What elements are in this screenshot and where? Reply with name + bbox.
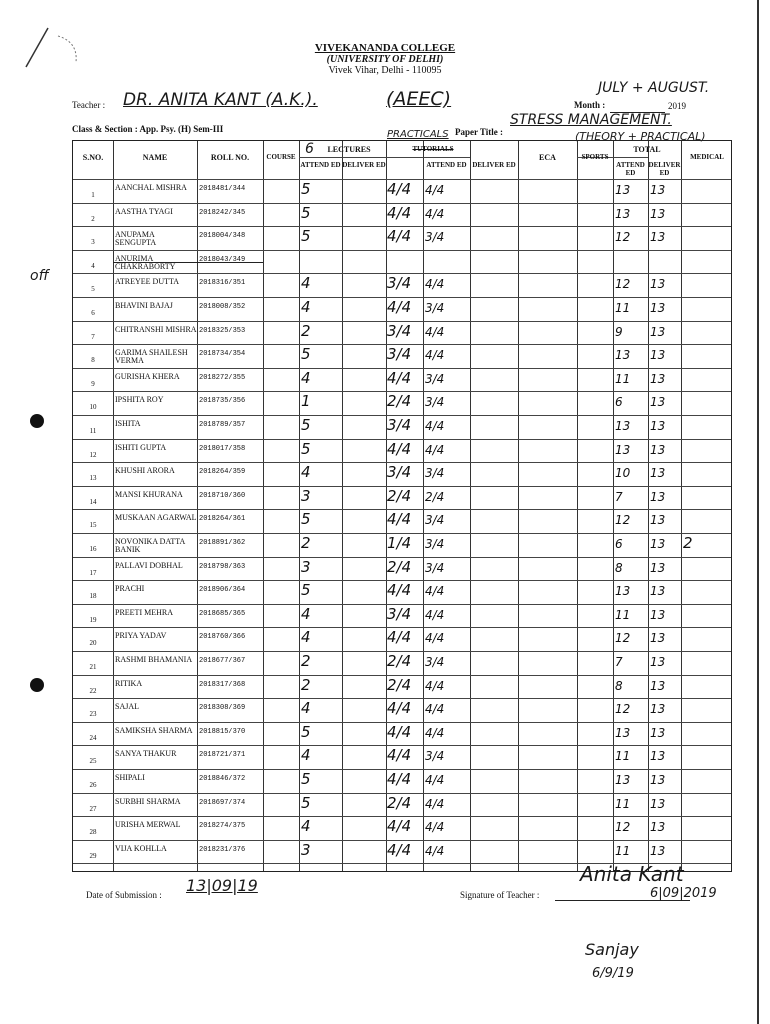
roll-number: 2018231/376 [199, 845, 246, 854]
row-serial: 3 [91, 238, 95, 247]
row-serial: 27 [89, 804, 97, 813]
total-delivered: 13 [650, 820, 666, 835]
roll-number: 2018815/370 [199, 727, 246, 736]
total-delivered: 13 [650, 678, 666, 693]
student-name: ISHITI GUPTA [115, 443, 167, 452]
practical-attended: 2/4 [387, 557, 412, 576]
total-delivered: 13 [650, 371, 666, 386]
row-serial: 21 [89, 663, 97, 671]
practical-delivered: 3/4 [425, 655, 445, 669]
row-serial: 7 [91, 332, 95, 341]
roll-number: 2018481/344 [199, 185, 246, 193]
signature-label: Signature of Teacher : [460, 890, 540, 900]
page-edge [757, 0, 759, 1024]
lecture-attended: 5 [301, 345, 311, 364]
teacher-label: Teacher : [72, 100, 106, 110]
roll-number: 2018685/365 [199, 609, 246, 618]
row-strike [113, 262, 263, 263]
practical-delivered: 4/4 [425, 348, 445, 363]
lecture-attended: 4 [301, 604, 311, 623]
lecture-attended: 5 [301, 180, 311, 198]
practical-attended: 4/4 [387, 368, 412, 387]
lecture-attended: 5 [301, 510, 311, 529]
signature-date: 6|09|2019 [650, 886, 717, 901]
total-delivered: 13 [650, 725, 666, 740]
practical-attended: 1/4 [387, 534, 412, 552]
roll-number: 2018735/356 [199, 397, 246, 406]
total-attended: 11 [615, 607, 631, 622]
student-name: RASHMI BHAMANIA [115, 656, 193, 664]
col-tut-delivered: DELIVER ED [472, 161, 516, 169]
student-name: NOVONIKA DATTA BANIK [115, 538, 185, 554]
practical-attended: 4/4 [387, 203, 412, 222]
practical-attended: 4/4 [387, 746, 412, 765]
lecture-attended: 5 [301, 227, 311, 246]
total-attended: 11 [615, 301, 631, 315]
practical-attended: 4/4 [387, 510, 412, 529]
total-attended: 12 [615, 820, 631, 835]
student-name: SURBHI SHARMA [115, 797, 181, 806]
total-delivered: 13 [650, 324, 666, 339]
col-course: COURSE [266, 153, 296, 161]
total-attended: 7 [615, 489, 623, 504]
student-name: AASTHA TYAGI [115, 207, 173, 216]
practical-attended: 4/4 [387, 581, 412, 600]
student-name: ANURIMA CHAKRABORTY [115, 254, 176, 271]
total-attended: 13 [615, 442, 631, 457]
student-name: PALLAVI DOBHAL [115, 561, 183, 570]
total-delivered: 13 [650, 655, 666, 669]
total-delivered: 13 [650, 183, 666, 197]
lecture-attended: 3 [301, 486, 311, 505]
row-serial: 14 [89, 497, 97, 506]
total-delivered: 13 [650, 489, 666, 504]
punch-hole-icon [30, 678, 44, 692]
row-serial: 11 [89, 427, 97, 435]
punch-hole-icon [30, 414, 44, 428]
student-name: PRACHI [115, 585, 145, 594]
total-delivered: 13 [650, 560, 666, 575]
lecture-attended: 5 [301, 722, 311, 741]
total-attended: 13 [615, 183, 631, 197]
col-tutorials: TUTORIALS [412, 145, 454, 153]
total-attended: 12 [615, 702, 631, 717]
row-serial: 8 [91, 356, 95, 365]
submission-label: Date of Submission : [86, 890, 162, 900]
practical-delivered: 3/4 [425, 395, 445, 410]
practical-delivered: 3/4 [425, 466, 445, 481]
row-serial: 13 [89, 474, 97, 483]
roll-number: 2018734/354 [199, 350, 246, 359]
col-practicals: PRACTICALS [387, 129, 449, 140]
row-serial: 10 [89, 403, 97, 412]
total-delivered: 13 [650, 348, 666, 363]
corner-mark-icon [18, 22, 88, 82]
roll-number: 2018008/352 [199, 303, 246, 311]
total-delivered: 13 [650, 584, 666, 599]
margin-note: off [30, 268, 49, 284]
total-attended: 12 [615, 230, 631, 245]
total-attended: 13 [615, 584, 631, 599]
lecture-attended: 1 [301, 392, 311, 411]
practical-delivered: 4/4 [425, 607, 445, 622]
paper-title-sub: (THEORY + PRACTICAL) [575, 130, 706, 143]
college-name: VIVEKANANDA COLLEGE [314, 42, 456, 54]
practical-attended: 2/4 [387, 392, 412, 411]
total-delivered: 13 [650, 702, 666, 717]
lecture-attended: 4 [301, 699, 311, 718]
month-label: Month : [574, 100, 606, 110]
col-sports: SPORTS [581, 153, 609, 161]
row-serial: 22 [89, 686, 97, 695]
teacher-code: (AEEC) [386, 88, 452, 110]
total-delivered: 13 [650, 749, 666, 764]
row-serial: 4 [91, 261, 95, 270]
practical-delivered: 4/4 [425, 442, 445, 457]
col-medical: MEDICAL [690, 153, 724, 161]
lecture-attended: 5 [301, 439, 311, 458]
row-serial: 6 [91, 309, 95, 317]
student-name: GURISHA KHERA [115, 372, 180, 381]
row-serial: 25 [89, 757, 97, 766]
col-total: TOTAL [633, 145, 661, 154]
practical-delivered: 4/4 [425, 773, 445, 787]
col-sno: S.NO. [82, 153, 104, 162]
student-name: MANSI KHURANA [115, 490, 183, 499]
practical-attended: 4/4 [387, 699, 412, 718]
col-lec-delivered: DELIVER ED [342, 161, 386, 169]
teacher-name: DR. ANITA KANT (A.K.). [123, 90, 318, 110]
roll-number: 2018264/361 [199, 515, 246, 524]
student-name: VIJA KOHLLA [115, 844, 167, 853]
student-name: KHUSHI ARORA [115, 467, 175, 476]
total-attended: 8 [615, 678, 623, 693]
col-eca: ECA [539, 153, 556, 162]
practical-attended: 4/4 [387, 227, 412, 246]
year-label: 2019 [668, 101, 686, 111]
col-total-attended: ATTEND ED [616, 161, 645, 177]
total-attended: 7 [615, 655, 623, 669]
practical-delivered: 4/4 [425, 796, 445, 811]
student-name: IPSHITA ROY [115, 396, 164, 405]
practical-attended: 2/4 [387, 793, 412, 812]
practical-delivered: 3/4 [425, 230, 445, 245]
student-name: BHAVINI BAJAJ [115, 302, 173, 310]
roll-number: 2018264/359 [199, 468, 246, 477]
total-attended: 9 [615, 324, 623, 339]
total-attended: 13 [615, 725, 631, 740]
submission-date: 13|09|19 [186, 876, 258, 895]
total-attended: 13 [615, 419, 631, 433]
medical-count: 2 [683, 534, 693, 552]
practical-attended: 3/4 [387, 345, 412, 364]
roll-number: 2018798/363 [199, 562, 246, 571]
roll-number: 2018272/355 [199, 373, 246, 382]
total-delivered: 13 [650, 607, 666, 622]
roll-number: 2018316/351 [199, 279, 246, 288]
row-serial: 29 [89, 851, 97, 860]
lecture-attended: 4 [301, 298, 311, 316]
lecture-attended: 2 [301, 534, 311, 552]
total-delivered: 13 [650, 230, 666, 245]
student-name: ANUPAMA SENGUPTA [115, 231, 157, 248]
roll-number: 2018789/357 [199, 421, 246, 429]
total-attended: 11 [615, 371, 631, 386]
student-name: SANYA THAKUR [115, 750, 177, 759]
practical-attended: 4/4 [387, 840, 412, 859]
practical-delivered: 3/4 [425, 749, 445, 764]
practical-delivered: 3/4 [425, 560, 445, 575]
student-name: PREETI MEHRA [115, 608, 173, 617]
header-subline [386, 157, 470, 158]
col-name: NAME [142, 153, 168, 162]
roll-number: 2018760/366 [199, 633, 246, 642]
student-name: RITIKA [115, 679, 143, 688]
student-name: SHIPALI [115, 774, 145, 782]
lecture-attended: 2 [301, 675, 311, 694]
practical-delivered: 3/4 [425, 537, 445, 551]
paper-title-value: STRESS MANAGEMENT. [510, 112, 672, 128]
practical-attended: 3/4 [387, 416, 412, 434]
student-name: ATREYEE DUTTA [115, 278, 180, 287]
lecture-attended: 4 [301, 746, 311, 765]
practical-delivered: 4/4 [425, 820, 445, 835]
roll-number: 2018721/371 [199, 751, 246, 760]
total-attended: 13 [615, 773, 631, 787]
university-name: (UNIVERSITY OF DELHI) [326, 54, 444, 65]
roll-number: 2018677/367 [199, 657, 246, 665]
row-serial: 1 [91, 191, 95, 199]
total-delivered: 13 [650, 301, 666, 315]
lecture-attended: 2 [301, 321, 311, 340]
row-serial: 26 [89, 781, 97, 789]
lecture-attended: 2 [301, 652, 311, 670]
row-serial: 20 [89, 639, 97, 648]
practical-delivered: 4/4 [425, 678, 445, 693]
row-serial: 15 [89, 521, 97, 530]
total-delivered: 13 [650, 773, 666, 787]
lecture-attended: 4 [301, 274, 311, 293]
practical-attended: 4/4 [387, 770, 412, 788]
paper-title-label: Paper Title : [455, 127, 503, 137]
practical-delivered: 4/4 [425, 843, 445, 858]
student-name: URISHA MERWAL [115, 821, 181, 830]
roll-number: 2018325/353 [199, 326, 246, 335]
practical-delivered: 4/4 [425, 206, 445, 221]
roll-number: 2018017/358 [199, 444, 246, 453]
row-serial: 18 [89, 592, 97, 601]
lecture-attended: 4 [301, 463, 311, 482]
total-attended: 11 [615, 749, 631, 764]
roll-number: 2018242/345 [199, 208, 246, 217]
col-total-delivered: DELIVER ED [648, 161, 681, 177]
total-delivered: 13 [650, 395, 666, 410]
roll-number: 2018710/360 [199, 491, 246, 500]
col-tut-attended: ATTEND ED [426, 161, 467, 169]
total-delivered: 13 [650, 442, 666, 457]
total-attended: 11 [615, 796, 631, 811]
practical-delivered: 4/4 [425, 419, 445, 433]
total-attended: 13 [615, 206, 631, 221]
practical-attended: 3/4 [387, 274, 412, 293]
practical-attended: 2/4 [387, 652, 412, 670]
total-delivered: 13 [650, 537, 666, 551]
student-name: GARIMA SHAILESH VERMA [115, 349, 188, 366]
practical-attended: 4/4 [387, 298, 412, 316]
total-attended: 12 [615, 277, 631, 292]
practical-attended: 4/4 [387, 180, 412, 198]
student-name: SAMIKSHA SHARMA [115, 726, 193, 735]
second-signature: Sanjay [585, 940, 639, 959]
student-name: CHITRANSHI MISHRA [115, 325, 197, 334]
lecture-attended: 5 [301, 203, 311, 222]
col-roll: ROLL NO. [210, 153, 250, 162]
second-signature-date: 6/9/19 [592, 966, 634, 981]
lecture-attended: 3 [301, 840, 311, 859]
practical-delivered: 4/4 [425, 725, 445, 740]
roll-number: 2018846/372 [199, 775, 246, 783]
total-delivered: 13 [650, 466, 666, 481]
practical-attended: 3/4 [387, 604, 412, 623]
practical-delivered: 3/4 [425, 371, 445, 386]
lecture-attended: 5 [301, 416, 311, 434]
practical-delivered: 3/4 [425, 513, 445, 528]
row-serial: 12 [89, 450, 97, 459]
class-section: Class & Section : App. Psy. (H) Sem-III [72, 124, 224, 134]
row-serial: 17 [89, 568, 97, 577]
practical-attended: 2/4 [387, 486, 412, 505]
lecture-attended: 4 [301, 368, 311, 387]
roll-number: 2018004/348 [199, 232, 246, 241]
roll-number: 2018317/368 [199, 680, 246, 689]
row-serial: 28 [89, 828, 97, 837]
practical-attended: 3/4 [387, 463, 412, 482]
lecture-attended: 4 [301, 628, 311, 647]
total-delivered: 13 [650, 277, 666, 292]
practical-delivered: 4/4 [425, 183, 445, 197]
practical-delivered: 3/4 [425, 301, 445, 315]
lecture-attended: 5 [301, 793, 311, 812]
practical-attended: 4/4 [387, 817, 412, 836]
practical-delivered: 4/4 [425, 702, 445, 717]
total-attended: 11 [615, 843, 631, 858]
practical-attended: 4/4 [387, 722, 412, 741]
col-lec-attended: ATTEND ED [300, 161, 341, 169]
practical-delivered: 4/4 [425, 324, 445, 339]
practical-delivered: 4/4 [425, 584, 445, 599]
row-divider [73, 250, 731, 251]
lecture-attended: 4 [301, 817, 311, 836]
total-delivered: 13 [650, 419, 666, 433]
row-serial: 16 [89, 545, 97, 553]
practical-delivered: 2/4 [425, 489, 445, 504]
total-attended: 6 [615, 537, 623, 551]
college-address: Vivek Vihar, Delhi - 110095 [328, 65, 442, 76]
total-attended: 8 [615, 560, 623, 575]
practical-delivered: 4/4 [425, 631, 445, 646]
roll-number: 2018906/364 [199, 586, 246, 595]
row-serial: 24 [89, 733, 97, 742]
total-delivered: 13 [650, 206, 666, 221]
total-delivered: 13 [650, 631, 666, 646]
total-attended: 12 [615, 631, 631, 646]
practical-delivered: 4/4 [425, 277, 445, 292]
total-attended: 13 [615, 348, 631, 363]
row-serial: 5 [91, 285, 95, 294]
practical-attended: 4/4 [387, 439, 412, 458]
col-lectures: LECTURES [327, 145, 371, 154]
roll-number: 2018043/349 [199, 255, 246, 264]
roll-number: 2018308/369 [199, 704, 246, 713]
student-name: AANCHAL MISHRA [115, 184, 187, 192]
roll-number: 2018274/375 [199, 822, 246, 831]
total-delivered: 13 [650, 843, 666, 858]
total-attended: 12 [615, 513, 631, 528]
total-attended: 6 [615, 395, 623, 410]
lectures-count: 6 [305, 141, 314, 157]
student-name: SAJAL [115, 703, 140, 712]
lecture-attended: 5 [301, 581, 311, 600]
roll-number: 2018697/374 [199, 798, 246, 807]
row-serial: 9 [91, 379, 95, 388]
student-name: MUSKAAN AGARWAL [115, 514, 197, 523]
roll-number: 2018891/362 [199, 539, 246, 547]
student-name: PRIYA YADAV [115, 632, 167, 641]
total-delivered: 13 [650, 796, 666, 811]
row-serial: 23 [89, 710, 97, 719]
lecture-attended: 5 [301, 770, 311, 788]
teacher-signature: Anita Kant [580, 862, 684, 886]
month-value: JULY + AUGUST. [598, 80, 710, 96]
practical-attended: 3/4 [387, 321, 412, 340]
total-attended: 10 [615, 466, 631, 481]
row-serial: 19 [89, 615, 97, 624]
lecture-attended: 3 [301, 557, 311, 576]
row-serial: 2 [91, 214, 95, 223]
student-name: ISHITA [115, 420, 141, 428]
practical-attended: 2/4 [387, 675, 412, 694]
practical-attended: 4/4 [387, 628, 412, 647]
total-delivered: 13 [650, 513, 666, 528]
